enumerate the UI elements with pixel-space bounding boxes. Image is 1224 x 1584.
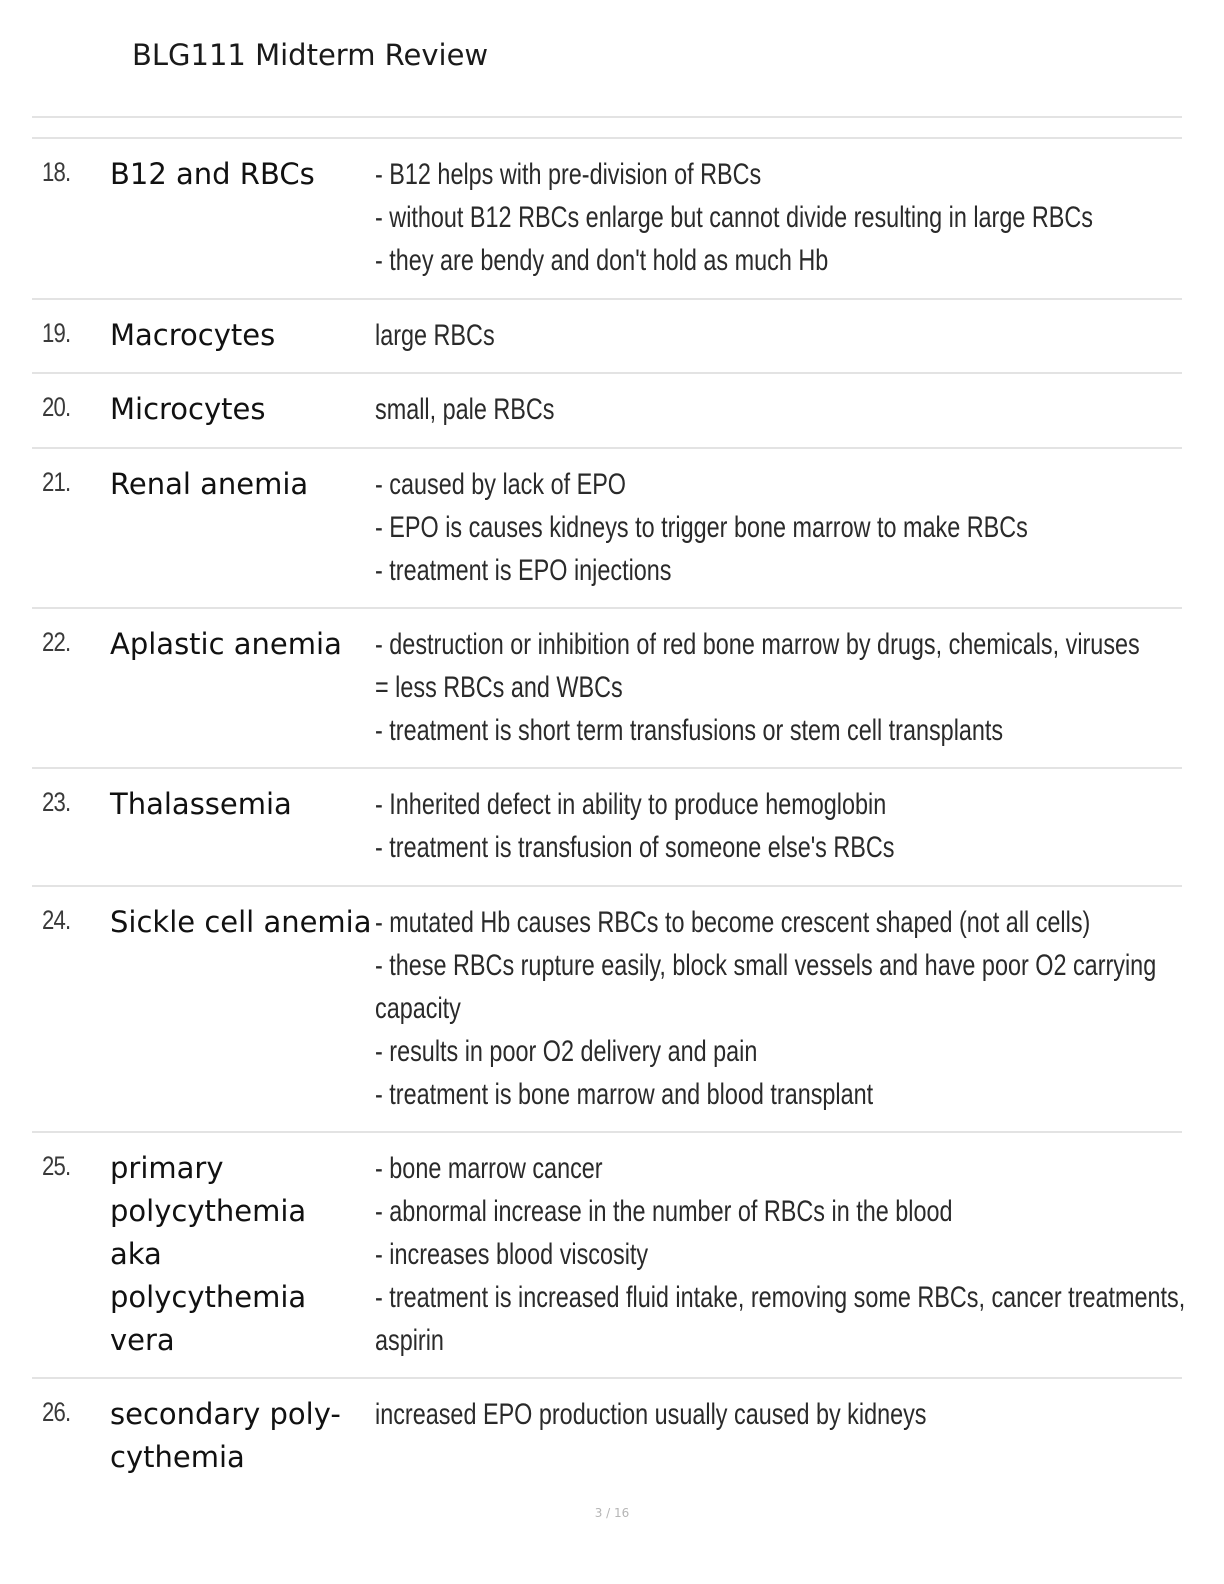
definition-line: = less RBCs and WBCs <box>375 671 623 704</box>
entry-term: Microcytes <box>110 392 266 426</box>
list-item <box>32 300 1182 374</box>
header-divider <box>32 116 1182 118</box>
definition-line: - B12 helps with pre-division of RBCs <box>375 158 762 191</box>
definition-line: - treatment is EPO injections <box>375 554 672 587</box>
definition-line: - bone marrow cancer <box>375 1152 603 1185</box>
list-item <box>32 887 1182 1133</box>
entry-term: Aplastic anemia <box>110 627 342 661</box>
definition-line: - treatment is increased fluid intake, removing some RBCs, cancer treatments, <box>375 1281 1186 1314</box>
definition-line: - treatment is transfusion of someone else's RBCs <box>375 831 895 864</box>
definition-line: large RBCs <box>375 319 495 352</box>
definition-line: capacity <box>375 992 461 1025</box>
document-title: BLG111 Midterm Review <box>132 38 489 72</box>
entry-term: Macrocytes <box>110 318 276 352</box>
term-line: polycythemia <box>110 1194 307 1228</box>
entry-number: 22. <box>42 627 71 657</box>
entry-definition <box>375 783 1155 869</box>
definition-line: - increases blood viscosity <box>375 1238 649 1271</box>
entry-definition <box>375 463 1155 592</box>
entry-term: Sickle cell anemia <box>110 905 372 939</box>
entry-definition <box>375 1147 1186 1362</box>
term-line: secondary poly- <box>110 1397 341 1431</box>
term-line: vera <box>110 1323 175 1357</box>
definition-line: - treatment is bone marrow and blood transplant <box>375 1078 874 1111</box>
entry-term: B12 and RBCs <box>110 157 315 191</box>
term-line: aka <box>110 1237 162 1271</box>
entry-number: 23. <box>42 787 71 817</box>
definition-line: - abnormal increase in the number of RBCs in the blood <box>375 1195 953 1228</box>
list-item <box>32 449 1182 609</box>
definition-line: aspirin <box>375 1324 444 1357</box>
term-line: primary <box>110 1151 224 1185</box>
definition-line: - destruction or inhibition of red bone marrow by drugs, chemicals, viruses <box>375 628 1140 661</box>
entry-definition <box>375 153 1155 282</box>
entry-definition <box>375 1393 1155 1436</box>
list-item <box>32 769 1182 887</box>
definition-line: - treatment is short term transfusions or stem cell transplants <box>375 714 1004 747</box>
entry-definition <box>375 901 1155 1116</box>
entry-definition <box>375 388 1155 431</box>
entry-number: 24. <box>42 905 71 935</box>
entry-number: 26. <box>42 1397 71 1427</box>
entry-number: 20. <box>42 392 71 422</box>
entry-number: 21. <box>42 467 71 497</box>
entry-definition <box>375 623 1155 752</box>
definition-line: - mutated Hb causes RBCs to become crescent shaped (not all cells) <box>375 906 1091 939</box>
page-number: 3 / 16 <box>594 1506 630 1520</box>
definition-line: - caused by lack of EPO <box>375 468 627 501</box>
term-line: polycythemia <box>110 1280 307 1314</box>
list-item <box>32 139 1182 300</box>
entry-number: 19. <box>42 318 71 348</box>
list-item <box>32 374 1182 449</box>
definition-line: - without B12 RBCs enlarge but cannot divide resulting in large RBCs <box>375 201 1093 234</box>
definition-line: - EPO is causes kidneys to trigger bone marrow to make RBCs <box>375 511 1028 544</box>
entry-number: 18. <box>42 157 71 187</box>
flashcard-list <box>32 139 1186 1489</box>
definition-line: - these RBCs rupture easily, block small vessels and have poor O2 carrying <box>375 949 1157 982</box>
entry-number: 25. <box>42 1151 71 1181</box>
definition-line: - results in poor O2 delivery and pain <box>375 1035 758 1068</box>
list-item <box>32 1133 1186 1379</box>
definition-line: small, pale RBCs <box>375 393 555 426</box>
definition-line: - Inherited defect in ability to produce hemoglobin <box>375 788 887 821</box>
list-item <box>32 609 1182 769</box>
entry-term <box>110 1393 382 1479</box>
entry-definition <box>375 314 1155 357</box>
entry-term <box>110 1147 382 1362</box>
entry-term: Thalassemia <box>110 787 292 821</box>
term-line: cythemia <box>110 1440 245 1474</box>
definition-line: - they are bendy and don't hold as much Hb <box>375 244 829 277</box>
entry-term: Renal anemia <box>110 467 309 501</box>
definition-line: increased EPO production usually caused by kidneys <box>375 1398 927 1431</box>
list-item <box>32 1379 1182 1489</box>
